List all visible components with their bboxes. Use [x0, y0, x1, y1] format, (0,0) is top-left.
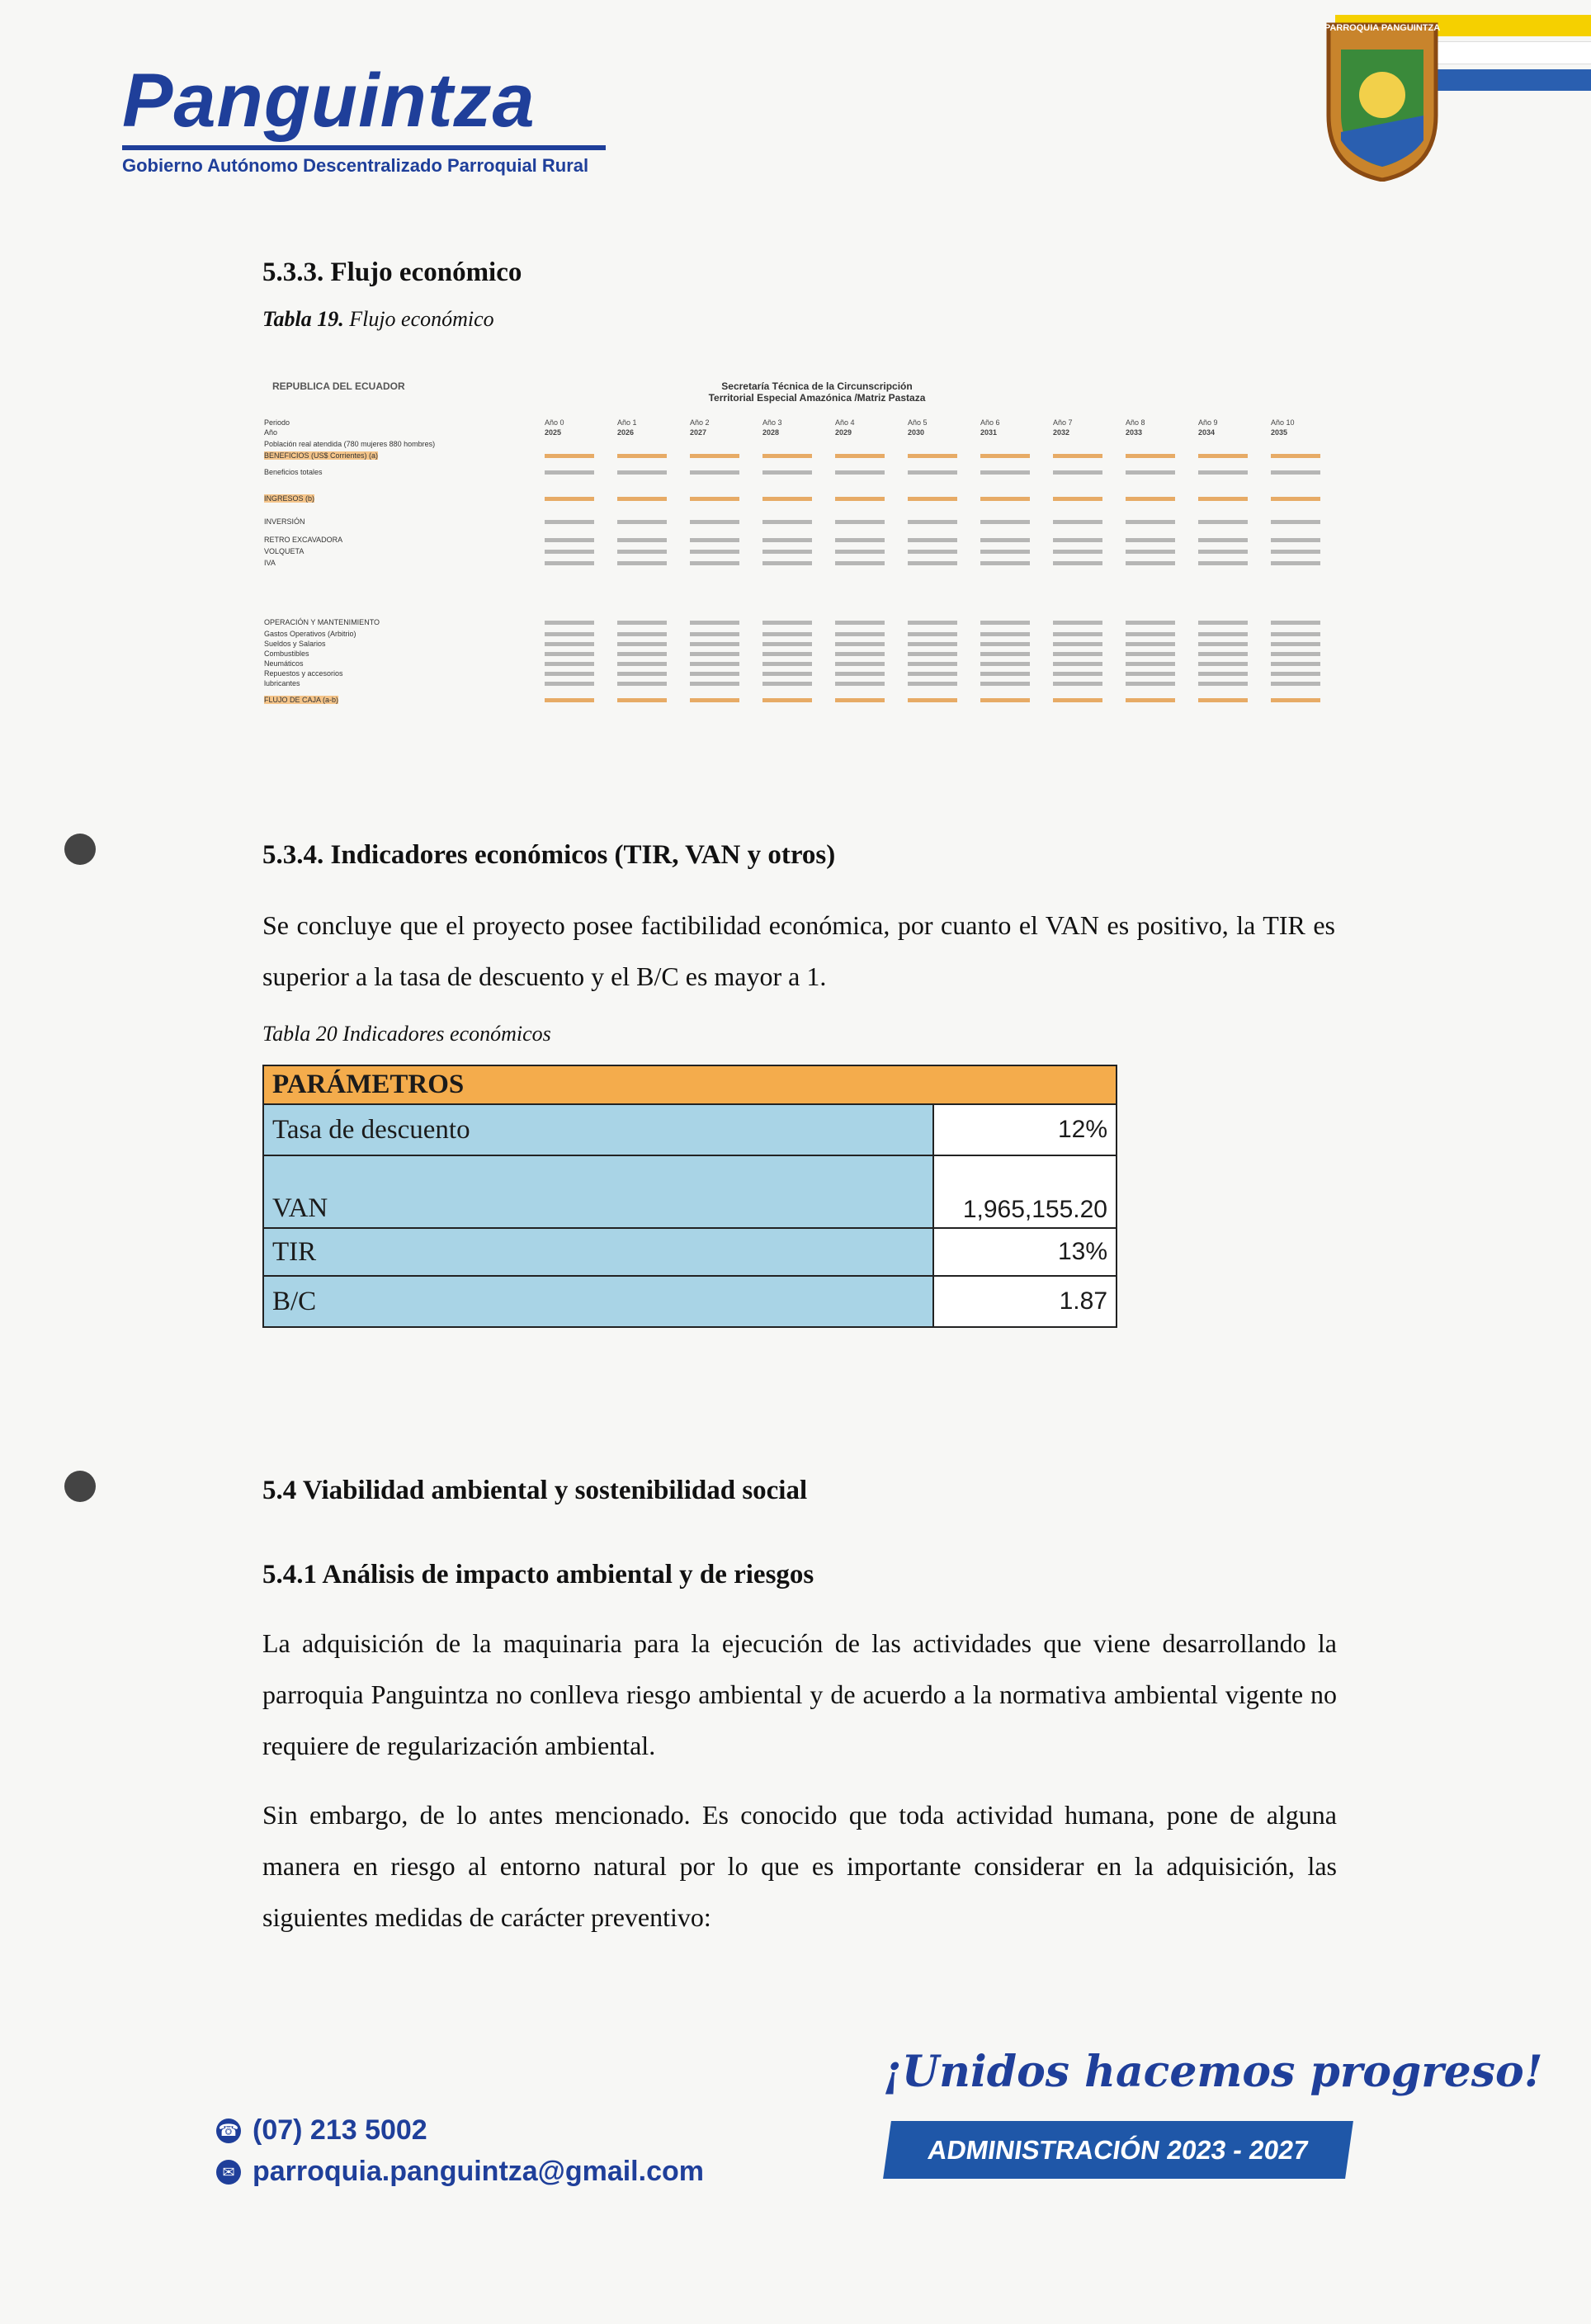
flow-cell-mark [1271, 561, 1320, 565]
flow-cell-mark [617, 454, 667, 458]
flow-cell-mark [835, 662, 885, 666]
flow-cell-mark [545, 538, 594, 542]
table-row [263, 1155, 1117, 1228]
flow-cell-mark [1126, 550, 1175, 554]
period-header: Año 1 [617, 418, 637, 427]
flow-cell-mark [1271, 698, 1320, 702]
flow-cell-mark [1126, 454, 1175, 458]
year-header: 2032 [1053, 428, 1070, 437]
period-header: Año 8 [1126, 418, 1145, 427]
flow-cell-mark [545, 470, 594, 475]
flow-cell-mark [980, 621, 1030, 625]
flow-cell-mark [545, 497, 594, 501]
table-19-caption [262, 307, 494, 332]
flow-cell-mark [1053, 698, 1102, 702]
flow-cell-mark [617, 497, 667, 501]
year-header: 2034 [1198, 428, 1216, 437]
flow-cell-mark [545, 550, 594, 554]
flow-cell-mark [690, 538, 739, 542]
flow-cell-mark [545, 561, 594, 565]
flow-cell-mark [908, 561, 957, 565]
flow-cell-mark [1126, 652, 1175, 656]
flow-cell-mark [617, 621, 667, 625]
flow-cell-mark [835, 550, 885, 554]
environment-paragraph-2: Sin embargo, de lo antes mencionado. Es conocido que toda actividad humana, pone de alguna manera en riesgo al entorno natural por lo que es importante considerar en la adquisición, las siguientes medidas de carácter preventivo: [262, 1800, 1337, 1932]
flow-cell-mark [980, 520, 1030, 524]
flow-cell-mark [980, 550, 1030, 554]
flow-cell-mark [545, 662, 594, 666]
period-header: Año 7 [1053, 418, 1073, 427]
year-header: 2026 [617, 428, 635, 437]
flow-row-label: INVERSIÓN [264, 517, 305, 526]
flow-cell-mark [690, 662, 739, 666]
flow-cell-mark [617, 632, 667, 636]
logo-subtitle: Gobierno Autónomo Descentralizado Parroquial Rural [122, 155, 589, 176]
flow-cell-mark [908, 470, 957, 475]
flow-cell-mark [690, 520, 739, 524]
flow-cell-mark [835, 561, 885, 565]
flow-row-label: Neumáticos [264, 659, 304, 668]
republic-logo: REPUBLICA DEL ECUADOR [272, 380, 405, 392]
flow-cell-mark [762, 652, 812, 656]
flow-cell-mark [1271, 632, 1320, 636]
flow-cell-mark [1198, 621, 1248, 625]
flow-cell-mark [835, 698, 885, 702]
flow-cell-mark [1198, 642, 1248, 646]
flow-cell-mark [1271, 682, 1320, 686]
flow-cell-mark [617, 682, 667, 686]
flow-cell-mark [545, 621, 594, 625]
flow-cell-mark [1271, 662, 1320, 666]
flow-cell-mark [690, 698, 739, 702]
slogan: ¡Unidos hacemos progreso! [883, 2047, 1543, 2097]
footer-phone [216, 2114, 427, 2147]
flow-cell-mark [545, 632, 594, 636]
flow-cell-mark [980, 538, 1030, 542]
flow-cell-mark [1198, 632, 1248, 636]
param-label: VAN [263, 1155, 933, 1228]
footer-email [216, 2156, 704, 2188]
phone-text: (07) 213 5002 [253, 2114, 427, 2146]
flow-cell-mark [617, 520, 667, 524]
flow-row-label: VOLQUETA [264, 547, 305, 555]
flow-cell-mark [1053, 642, 1102, 646]
flow-cell-mark [690, 550, 739, 554]
flow-cell-mark [762, 662, 812, 666]
year-header: 2025 [545, 428, 562, 437]
param-label: B/C [263, 1276, 933, 1327]
flow-cell-mark [762, 632, 812, 636]
flow-cell-mark [1126, 621, 1175, 625]
flow-row-label: RETRO EXCAVADORA [264, 536, 343, 544]
flow-cell-mark [690, 632, 739, 636]
period-header: Año 10 [1271, 418, 1295, 427]
flow-cell-mark [1271, 470, 1320, 475]
parametros-header: PARÁMETROS [263, 1065, 1117, 1104]
flow-row-label: FLUJO DE CAJA (a-b) [264, 696, 339, 704]
flow-cell-mark [908, 632, 957, 636]
flow-cell-mark [1053, 454, 1102, 458]
flow-table [264, 376, 1337, 796]
period-header: Año 5 [908, 418, 928, 427]
crest-label: PARROQUIA PANGUINTZA [1324, 23, 1441, 33]
flow-cell-mark [617, 538, 667, 542]
year-header: 2033 [1126, 428, 1143, 437]
environment-paragraph-1: La adquisición de la maquinaria para la ejecución de las actividades que viene desarrollando la parroquia Panguintza no conlleva riesgo ambiental y de acuerdo a la normativa ambiental vigente no requiere de regularización ambiental. [262, 1628, 1337, 1760]
flow-cell-mark [762, 454, 812, 458]
flow-cell-mark [617, 642, 667, 646]
section-heading-534: 5.3.4. Indicadores económicos (TIR, VAN y otros) [262, 840, 836, 870]
flow-cell-mark [1198, 561, 1248, 565]
flow-cell-mark [1198, 698, 1248, 702]
flow-cell-mark [835, 520, 885, 524]
flow-cell-mark [835, 454, 885, 458]
flow-cell-mark [617, 672, 667, 676]
flow-cell-mark [980, 632, 1030, 636]
flow-cell-mark [980, 497, 1030, 501]
section-heading-541: 5.4.1 Análisis de impacto ambiental y de riesgos [262, 1560, 814, 1589]
flow-cell-mark [1198, 520, 1248, 524]
caption-text: Flujo económico [343, 307, 494, 331]
flow-cell-mark [980, 454, 1030, 458]
flow-cell-mark [762, 550, 812, 554]
flow-cell-mark [1271, 672, 1320, 676]
indicators-table [262, 1065, 1117, 1328]
flow-row-label: Repuestos y accesorios [264, 669, 343, 678]
flow-cell-mark [1053, 497, 1102, 501]
flow-cell-mark [1053, 538, 1102, 542]
flow-cell-mark [835, 621, 885, 625]
flow-cell-mark [762, 642, 812, 646]
flow-cell-mark [617, 698, 667, 702]
flow-row-label: Población real atendida (780 mujeres 880 hombres) [264, 440, 436, 448]
caption-label: Tabla 19. [262, 307, 344, 331]
flow-cell-mark [908, 698, 957, 702]
flow-cell-mark [690, 682, 739, 686]
flow-cell-mark [908, 550, 957, 554]
flow-cell-mark [762, 698, 812, 702]
flow-cell-mark [690, 652, 739, 656]
flow-cell-mark [908, 621, 957, 625]
flow-cell-mark [1126, 682, 1175, 686]
period-header: Año 4 [835, 418, 855, 427]
year-header: 2028 [762, 428, 780, 437]
flow-row-label: OPERACIÓN Y MANTENIMIENTO [264, 618, 380, 626]
period-header: Año 6 [980, 418, 1000, 427]
flow-row-label: Gastos Operativos (Arbitrio) [264, 630, 356, 638]
flow-row-label: INGRESOS (b) [264, 494, 315, 503]
param-label: TIR [263, 1228, 933, 1276]
flow-cell-mark [1271, 497, 1320, 501]
flow-cell-mark [1053, 632, 1102, 636]
flow-cell-mark [980, 652, 1030, 656]
flow-cell-mark [1271, 621, 1320, 625]
year-header: 2030 [908, 428, 925, 437]
flow-cell-mark [762, 682, 812, 686]
flow-cell-mark [1126, 561, 1175, 565]
flow-cell-mark [617, 561, 667, 565]
flow-cell-mark [1126, 642, 1175, 646]
flow-cell-mark [1126, 538, 1175, 542]
flow-cell-mark [545, 454, 594, 458]
flow-cell-mark [762, 621, 812, 625]
param-label: Tasa de descuento [263, 1104, 933, 1155]
section-heading-54: 5.4 Viabilidad ambiental y sostenibilidad social [262, 1476, 808, 1505]
flow-cell-mark [1053, 672, 1102, 676]
flow-cell-mark [762, 538, 812, 542]
flow-cell-mark [617, 550, 667, 554]
phone-icon: ☎ [216, 2119, 241, 2143]
flow-cell-mark [1126, 698, 1175, 702]
flow-cell-mark [908, 538, 957, 542]
logo-underline [122, 145, 606, 150]
flow-cell-mark [980, 662, 1030, 666]
flow-cell-mark [690, 454, 739, 458]
flow-cell-mark [835, 538, 885, 542]
flow-cell-mark [1126, 497, 1175, 501]
flow-cell-mark [1126, 662, 1175, 666]
flow-cell-mark [1198, 652, 1248, 656]
flow-cell-mark [1198, 550, 1248, 554]
flow-cell-mark [980, 561, 1030, 565]
period-header: Año 9 [1198, 418, 1218, 427]
period-header: Año 3 [762, 418, 782, 427]
flow-cell-mark [1053, 682, 1102, 686]
flow-row-label: BENEFICIOS (US$ Corrientes) (a) [264, 451, 379, 460]
flow-cell-mark [617, 662, 667, 666]
param-value: 12% [933, 1104, 1117, 1155]
flow-row-label: Combustibles [264, 649, 309, 658]
flow-cell-mark [835, 672, 885, 676]
flow-cell-mark [1198, 662, 1248, 666]
flow-row-label: Año [264, 428, 278, 437]
year-header: 2029 [835, 428, 852, 437]
flow-cell-mark [908, 520, 957, 524]
flow-cell-mark [1198, 682, 1248, 686]
flow-cell-mark [835, 497, 885, 501]
flow-cell-mark [1053, 662, 1102, 666]
crest-emblem [1320, 17, 1444, 182]
logo-wordmark: Panguintza [122, 59, 536, 143]
flow-cell-mark [1126, 672, 1175, 676]
flow-cell-mark [980, 642, 1030, 646]
year-header: 2031 [980, 428, 998, 437]
flow-cell-mark [545, 652, 594, 656]
flow-cell-mark [835, 652, 885, 656]
flow-cell-mark [762, 672, 812, 676]
table-20-caption: Tabla 20 Indicadores económicos [262, 1022, 551, 1046]
param-value: 1,965,155.20 [933, 1155, 1117, 1228]
flow-cell-mark [545, 682, 594, 686]
flow-cell-mark [762, 520, 812, 524]
table-row [263, 1276, 1117, 1327]
year-header: 2027 [690, 428, 707, 437]
flow-cell-mark [980, 698, 1030, 702]
email-icon: ✉ [216, 2160, 241, 2185]
flow-cell-mark [980, 672, 1030, 676]
flow-cell-mark [908, 497, 957, 501]
table-row [263, 1228, 1117, 1276]
flow-cell-mark [1271, 538, 1320, 542]
flow-cell-mark [908, 642, 957, 646]
punch-hole-mark [64, 834, 96, 865]
flow-cell-mark [835, 642, 885, 646]
flow-cell-mark [1198, 454, 1248, 458]
flow-cell-mark [1198, 672, 1248, 676]
indicators-header-row [263, 1065, 1117, 1104]
flow-cell-mark [908, 682, 957, 686]
flow-cell-mark [1271, 520, 1320, 524]
flow-row-label: lubricantes [264, 679, 300, 687]
flow-cell-mark [545, 642, 594, 646]
secretaria-title-1: Secretaría Técnica de la Circunscripción [721, 380, 913, 392]
flow-cell-mark [1198, 497, 1248, 501]
flow-cell-mark [690, 470, 739, 475]
flow-cell-mark [980, 470, 1030, 475]
secretaria-title-2: Territorial Especial Amazónica /Matriz Pastaza [708, 392, 926, 404]
flow-cell-mark [1053, 520, 1102, 524]
indicators-paragraph: Se concluye que el proyecto posee factibilidad económica, por cuanto el VAN es positivo, la TIR es superior a la tasa de descuento y el B/C es mayor a 1. [262, 910, 1335, 991]
year-header: 2035 [1271, 428, 1288, 437]
flow-cell-mark [908, 672, 957, 676]
flow-cell-mark [617, 470, 667, 475]
flow-cell-mark [690, 621, 739, 625]
flow-cell-mark [690, 642, 739, 646]
flow-cell-mark [1271, 642, 1320, 646]
flow-row-label: IVA [264, 559, 276, 567]
flow-cell-mark [908, 662, 957, 666]
flow-cell-mark [1271, 652, 1320, 656]
flow-cell-mark [1053, 621, 1102, 625]
flow-cell-mark [1271, 454, 1320, 458]
flow-cell-mark [835, 682, 885, 686]
flow-cell-mark [690, 561, 739, 565]
period-header: Año 0 [545, 418, 564, 427]
flow-cell-mark [545, 698, 594, 702]
flow-cell-mark [690, 672, 739, 676]
flow-row-label: Sueldos y Salarios [264, 640, 326, 648]
email-text: parroquia.panguintza@gmail.com [253, 2156, 704, 2187]
flow-cell-mark [980, 682, 1030, 686]
period-header: Año 2 [690, 418, 710, 427]
administration-badge: ADMINISTRACIÓN 2023 - 2027 [883, 2121, 1353, 2179]
flow-cell-mark [1126, 520, 1175, 524]
flow-cell-mark [617, 652, 667, 656]
section-heading-533: 5.3.3. Flujo económico [262, 257, 522, 287]
param-value: 13% [933, 1228, 1117, 1276]
flow-cell-mark [835, 470, 885, 475]
flow-cell-mark [1126, 470, 1175, 475]
flow-cell-mark [762, 561, 812, 565]
flow-cell-mark [762, 470, 812, 475]
flow-cell-mark [1198, 470, 1248, 475]
flow-cell-mark [1126, 632, 1175, 636]
flow-cell-mark [762, 497, 812, 501]
param-value: 1.87 [933, 1276, 1117, 1327]
flow-cell-mark [1053, 652, 1102, 656]
punch-hole-mark [64, 1471, 96, 1502]
flow-row-label: Beneficios totales [264, 468, 323, 476]
flow-cell-mark [1198, 538, 1248, 542]
flow-cell-mark [1271, 550, 1320, 554]
flow-cell-mark [835, 632, 885, 636]
flow-cell-mark [690, 497, 739, 501]
flow-cell-mark [1053, 561, 1102, 565]
flow-cell-mark [545, 520, 594, 524]
table-row [263, 1104, 1117, 1155]
flow-cell-mark [908, 652, 957, 656]
flow-cell-mark [545, 672, 594, 676]
flow-cell-mark [908, 454, 957, 458]
flow-cell-mark [1053, 550, 1102, 554]
flow-row-label: Periodo [264, 418, 290, 427]
flow-cell-mark [1053, 470, 1102, 475]
